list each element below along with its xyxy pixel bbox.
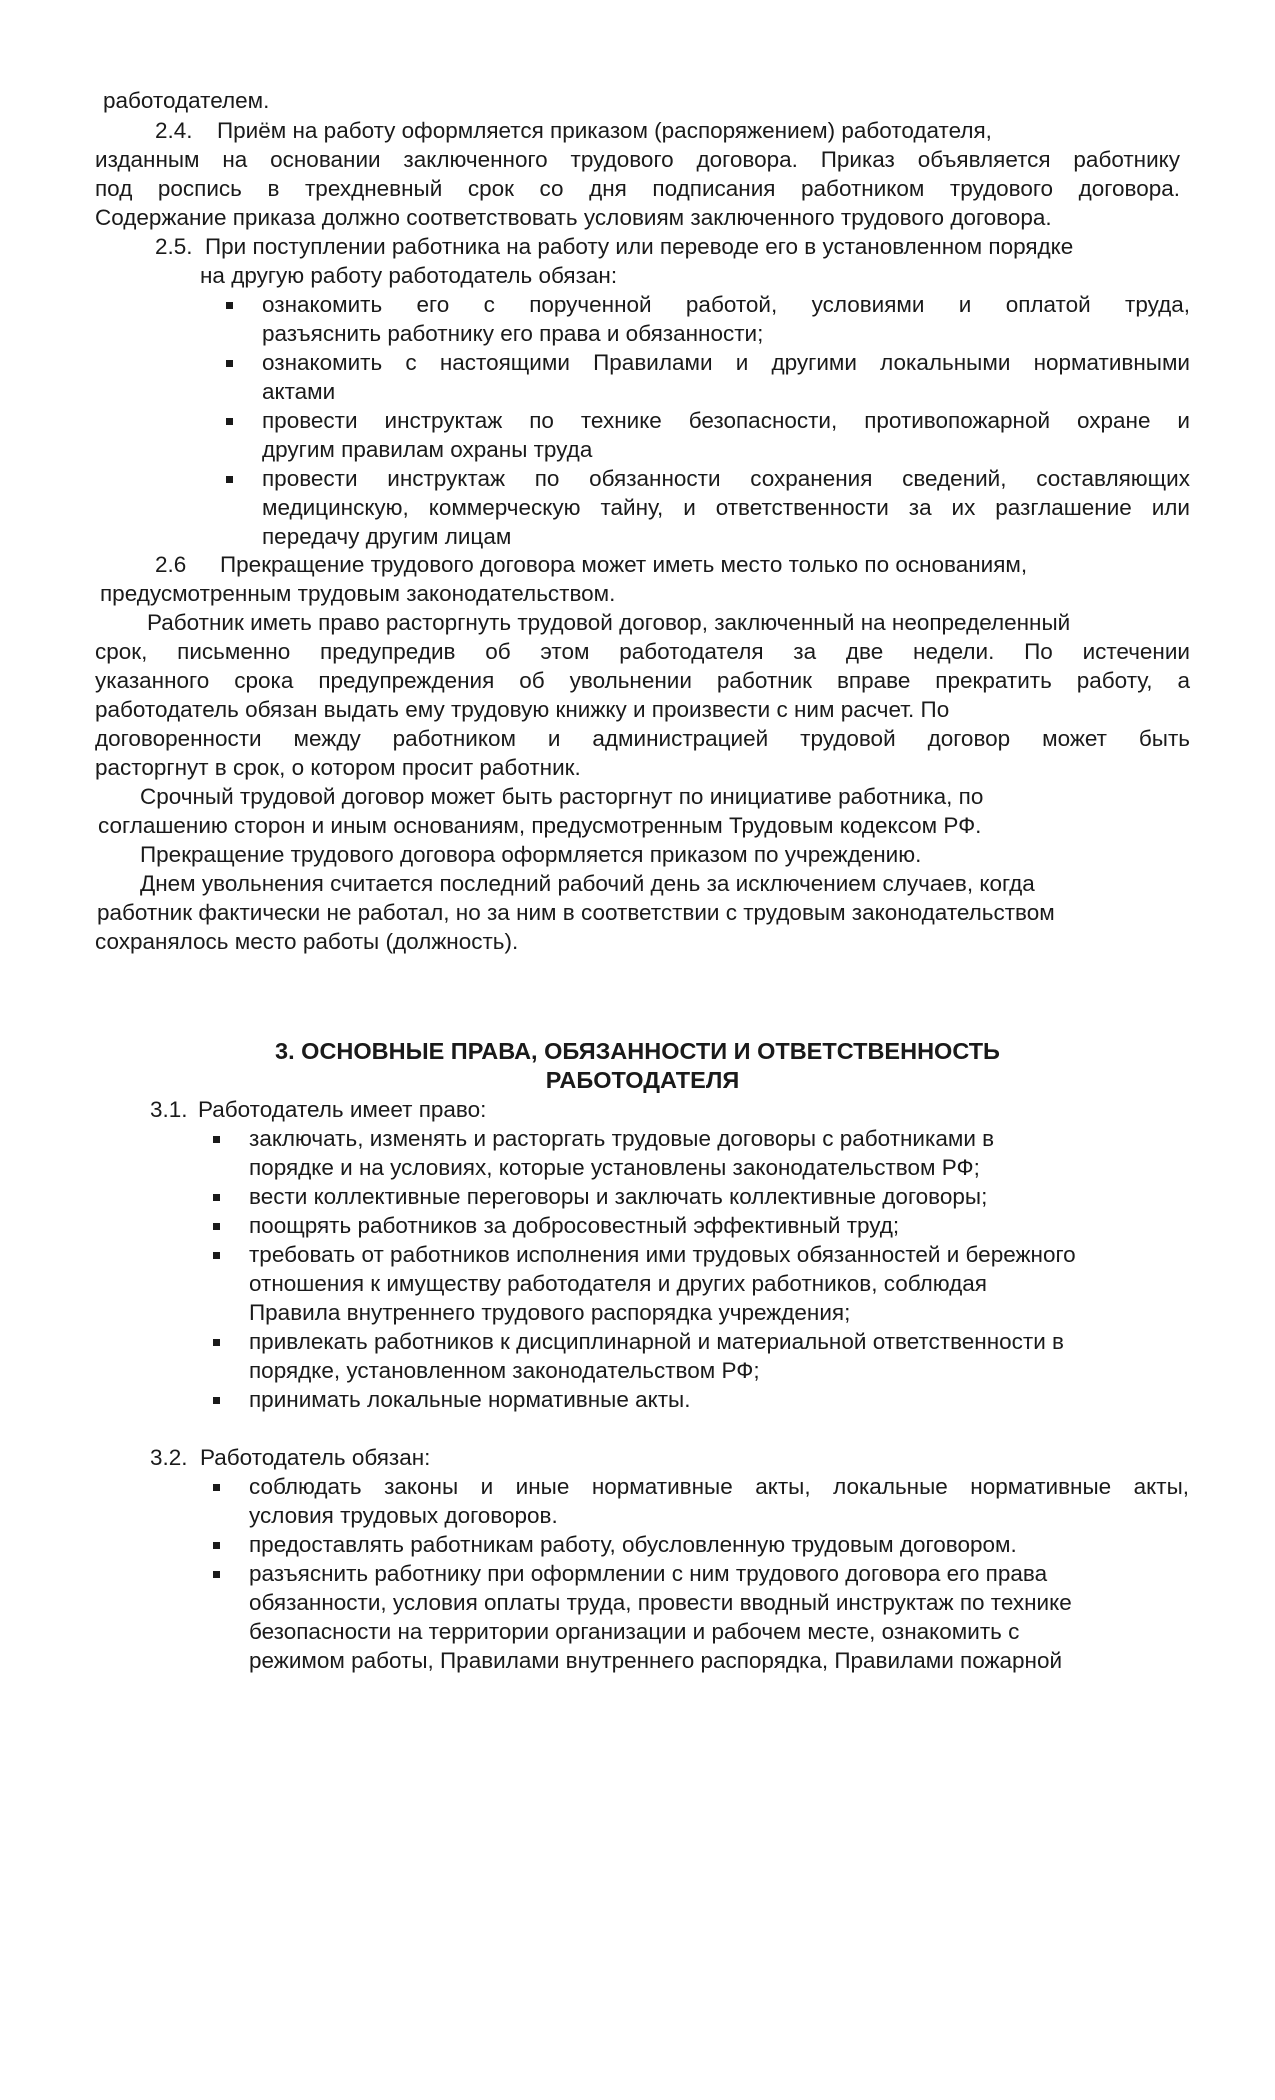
- bullet-icon: [226, 418, 233, 425]
- heading-line: 3. ОСНОВНЫЕ ПРАВА, ОБЯЗАННОСТИ И ОТВЕТСТВЕННОСТЬ: [275, 1038, 1000, 1064]
- list-item: [262, 406, 1190, 464]
- clause-number: 3.2.: [150, 1445, 188, 1470]
- clause-first-line: [150, 1443, 430, 1472]
- bullet-icon: [226, 302, 233, 309]
- text-line: вести коллективные переговоры и заключать коллективные договоры;: [249, 1184, 988, 1209]
- text-line: Содержание приказа должно соответствовать условиям заключенного трудового договора.: [95, 205, 1052, 230]
- text-line: Работодатель обязан:: [200, 1445, 431, 1470]
- clause-3-1-list: [249, 1124, 1189, 1414]
- text-line: соглашению сторон и иным основаниям, предусмотренным Трудовым кодексом РФ.: [98, 813, 982, 838]
- text-line: провести инструктаж по технике безопасности, противопожарной охране и: [262, 408, 1190, 433]
- list-item: [249, 1240, 1189, 1327]
- bullet-icon: [213, 1223, 220, 1230]
- bullet-icon: [213, 1194, 220, 1201]
- text-line: предоставлять работникам работу, обусловленную трудовым договором.: [249, 1532, 1017, 1557]
- clause-3-2-title: [150, 1443, 430, 1472]
- text-line: работник фактически не работал, но за ним в соответствии с трудовым законодательством: [97, 900, 1055, 925]
- list-item: [262, 348, 1190, 406]
- text-line: заключать, изменять и расторгать трудовые договоры с работниками в: [249, 1126, 995, 1151]
- bullet-icon: [226, 476, 233, 483]
- text-line: Правила внутреннего трудового распорядка учреждения;: [249, 1300, 851, 1325]
- paragraph-resignation: [95, 608, 1190, 782]
- clause-first-line: [155, 232, 1190, 261]
- bullet-icon: [213, 1397, 220, 1404]
- paragraph-fixed-term: [98, 782, 1190, 840]
- text-line: срок, письменно предупредив об этом работодателя за две недели. По истечении: [95, 639, 1190, 664]
- text-line: актами: [262, 379, 336, 404]
- text-line: работодателем.: [103, 88, 270, 113]
- text-line: Днем увольнения считается последний рабочий день за исключением случаев, когда: [140, 871, 1035, 896]
- list-item: [249, 1182, 1189, 1211]
- text-line: под роспись в трехдневный срок со дня подписания работником трудового договора.: [95, 176, 1180, 201]
- list-item: [262, 464, 1190, 551]
- clause-number: 2.5.: [155, 234, 193, 259]
- bullet-icon: [226, 360, 233, 367]
- paragraph-order: [140, 840, 921, 869]
- text-line: Приём на работу оформляется приказом (распоряжением) работодателя,: [217, 118, 992, 143]
- text-line: режимом работы, Правилами внутреннего распорядка, Правилами пожарной: [249, 1648, 1063, 1673]
- list-item: [249, 1124, 1189, 1182]
- text-line: Прекращение трудового договора оформляется приказом по учреждению.: [140, 842, 922, 867]
- list-item: [262, 290, 1190, 348]
- text-line: указанного срока предупреждения об увольнении работник вправе прекратить работу, а: [95, 668, 1190, 693]
- clause-first-line: [150, 1095, 486, 1124]
- text-line: сохранялось место работы (должность).: [95, 929, 519, 954]
- text-line: требовать от работников исполнения ими трудовых обязанностей и бережного: [249, 1242, 1076, 1267]
- text-line: безопасности на территории организации и рабочем месте, ознакомить с: [249, 1619, 1020, 1644]
- section-heading: [0, 1037, 1275, 1095]
- bullet-icon: [213, 1484, 220, 1491]
- text-line: расторгнут в срок, о котором просит работник.: [95, 755, 581, 780]
- bullet-icon: [213, 1136, 220, 1143]
- bullet-icon: [213, 1339, 220, 1346]
- text-line: разъяснить работнику при оформлении с ним трудового договора его права: [249, 1561, 1048, 1586]
- text-line: Срочный трудовой договор может быть расторгнут по инициативе работника, по: [140, 784, 984, 809]
- clause-number: 2.4.: [155, 118, 193, 143]
- text-line: обязанности, условия оплаты труда, провести вводный инструктаж по технике: [249, 1590, 1072, 1615]
- text-line: разъяснить работнику его права и обязанности;: [262, 321, 764, 346]
- text-line: соблюдать законы и иные нормативные акты, локальные нормативные акты,: [249, 1474, 1189, 1499]
- text-line: отношения к имуществу работодателя и других работников, соблюдая: [249, 1271, 987, 1296]
- list-item: [249, 1530, 1189, 1559]
- text-line: принимать локальные нормативные акты.: [249, 1387, 691, 1412]
- text-line: провести инструктаж по обязанности сохранения сведений, составляющих: [262, 466, 1190, 491]
- clause-2-6: [100, 550, 1190, 608]
- text-line: на другую работу работодатель обязан:: [200, 263, 618, 288]
- text-line: порядке, установленном законодательством РФ;: [249, 1358, 760, 1383]
- list-item: [249, 1559, 1189, 1675]
- clause-first-line: [100, 550, 1190, 579]
- text-line: условия трудовых договоров.: [249, 1503, 558, 1528]
- clause-3-2-list: [249, 1472, 1189, 1675]
- text-line: договоренности между работником и администрацией трудовой договор может быть: [95, 726, 1190, 751]
- text-line: ознакомить его с порученной работой, условиями и оплатой труда,: [262, 292, 1190, 317]
- list-item: [249, 1472, 1189, 1530]
- list-item: [249, 1211, 1189, 1240]
- text-line: изданным на основании заключенного трудового договора. Приказ объявляется работнику: [95, 147, 1180, 172]
- list-item: [249, 1385, 1189, 1414]
- clause-number: 2.6: [155, 552, 187, 577]
- text-line: Работник иметь право расторгнуть трудовой договор, заключенный на неопределенный: [147, 610, 1071, 635]
- bullet-icon: [213, 1542, 220, 1549]
- text-line: поощрять работников за добросовестный эффективный труд;: [249, 1213, 900, 1238]
- clause-number: 3.1.: [150, 1097, 188, 1122]
- bullet-icon: [213, 1252, 220, 1259]
- clause-2-4: [95, 116, 1180, 232]
- text-line: работодатель обязан выдать ему трудовую книжку и произвести с ним расчет. По: [95, 697, 950, 722]
- text-line: Прекращение трудового договора может иметь место только по основаниям,: [220, 552, 1028, 577]
- clause-2-5: [155, 232, 1190, 290]
- clause-first-line: [95, 116, 1180, 145]
- text-line: передачу другим лицам: [262, 524, 512, 549]
- text-line: ознакомить с настоящими Правилами и другими локальными нормативными: [262, 350, 1190, 375]
- text-line: другим правилам охраны труда: [262, 437, 593, 462]
- continuation-line: [103, 86, 269, 115]
- paragraph-last-day: [95, 869, 1190, 956]
- heading-line: РАБОТОДАТЕЛЯ: [545, 1067, 740, 1093]
- text-line: порядке и на условиях, которые установлены законодательством РФ;: [249, 1155, 980, 1180]
- clause-3-1-title: [150, 1095, 486, 1124]
- text-line: Работодатель имеет право:: [198, 1097, 487, 1122]
- bullet-icon: [213, 1571, 220, 1578]
- clause-2-5-list: [262, 290, 1190, 551]
- text-line: При поступлении работника на работу или переводе его в установленном порядке: [205, 234, 1074, 259]
- text-line: медицинскую, коммерческую тайну, и ответственности за их разглашение или: [262, 495, 1190, 520]
- list-item: [249, 1327, 1189, 1385]
- text-line: привлекать работников к дисциплинарной и материальной ответственности в: [249, 1329, 1064, 1354]
- text-line: предусмотренным трудовым законодательством.: [100, 581, 616, 606]
